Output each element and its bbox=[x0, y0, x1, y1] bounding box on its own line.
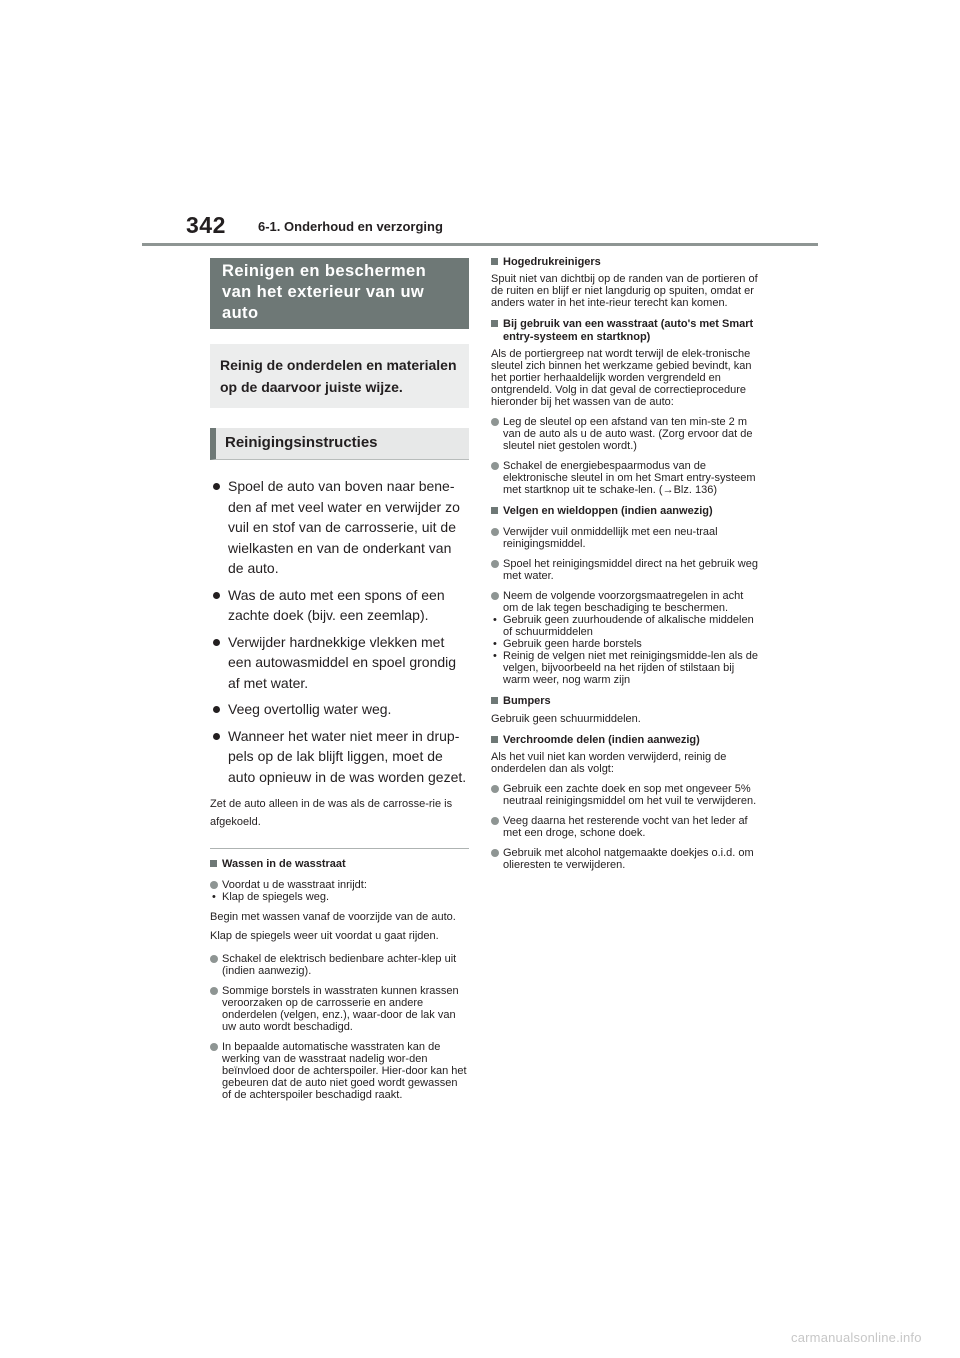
smart-entry-text: Als de portiergreep nat wordt terwijl de elek-tronische sleutel zich binnen het werkzame gebied bevindt, kan het portier herhaaldelijk worden vergrendeld en ontgrendeld. Volg in dat geval de correctieprocedure hieronder bij het wassen van de auto: bbox=[491, 348, 752, 408]
wash-paragraph: Begin met wassen vanaf de voorzijde van de auto. Klap de spiegels weer uit voordat u gaat rijden. bbox=[210, 911, 456, 942]
bumpers-text: Gebruik geen schuurmiddelen. bbox=[491, 713, 641, 725]
intro-text: Reinig de onderdelen en materialen op de daarvoor juiste wijze. bbox=[210, 344, 469, 408]
section-title: Reinigen en beschermen van het exterieur van uw auto bbox=[210, 258, 469, 329]
list-item: Schakel de elektrisch bedienbare achter-klep uit (indien aanwezig). bbox=[210, 953, 469, 977]
sub-item: • Gebruik geen zuurhoudende of alkalische middelen of schuurmiddelen bbox=[493, 614, 754, 638]
square-bullet-icon bbox=[210, 860, 217, 867]
header-rule bbox=[142, 243, 818, 246]
list-item: Spoel het reinigingsmiddel direct na het gebruik weg met water. bbox=[491, 558, 761, 582]
square-bullet-icon bbox=[491, 697, 498, 704]
bullet-icon bbox=[210, 987, 218, 995]
list-item: Spoel de auto van boven naar bene-den af met veel water en verwijder zo vuil en stof van de carrosserie, uit de wielkasten en van de onderkant van de auto. bbox=[210, 476, 469, 579]
sub-item: • Gebruik geen harde borstels bbox=[493, 638, 642, 650]
bullet-icon bbox=[213, 639, 220, 646]
bullet-icon bbox=[491, 462, 499, 470]
bumpers-heading: Bumpers bbox=[491, 695, 761, 708]
list-item: Gebruik met alcohol natgemaakte doekjes o.i.d. om olieresten te verwijderen. bbox=[491, 847, 761, 871]
bullet-icon bbox=[213, 733, 220, 740]
list-item: Voordat u de wasstraat inrijdt: bbox=[210, 879, 469, 891]
note-text: Zet de auto alleen in de was als de carrosse-rie is afgekoeld. bbox=[210, 798, 453, 828]
list-item: Gebruik een zachte doek en sop met ongeveer 5% neutraal reinigingsmiddel om het vuil te verwijderen. bbox=[491, 783, 761, 807]
list-item: Sommige borstels in wasstraten kunnen krassen veroorzaken op de carrosserie en andere onderdelen (velgen, enz.), waar-door de lak van uw auto wordt beschadigd. bbox=[210, 985, 469, 1033]
list-item: Verwijder hardnekkige vlekken met een autowasmiddel en spoel grondig af met water. bbox=[210, 632, 469, 694]
bullet-icon bbox=[210, 881, 218, 889]
bullet-icon bbox=[491, 785, 499, 793]
bullet-icon bbox=[210, 1043, 218, 1051]
divider bbox=[210, 848, 469, 849]
list-item: Was de auto met een spons of een zachte doek (bijv. een zeemlap). bbox=[210, 585, 469, 626]
smart-entry-heading: Bij gebruik van een wasstraat (auto's met Smart entry-systeem en startknop) bbox=[491, 318, 761, 344]
bullet-icon bbox=[491, 849, 499, 857]
square-bullet-icon bbox=[491, 507, 498, 514]
bullet-icon bbox=[491, 560, 499, 568]
bullet-icon bbox=[210, 955, 218, 963]
watermark: carmanualsonline.info bbox=[791, 1330, 922, 1345]
pressure-washer-text: Spuit niet van dichtbij op de randen van de portieren of de ruiten en blijf er niet langdurig op spuiten, omdat er anders water in het inte-rieur terecht kan komen. bbox=[491, 273, 758, 309]
list-item: Wanneer het water niet meer in drup-pels op de lak blijft liggen, moet de auto opnieuw in de was worden gezet. bbox=[210, 726, 469, 788]
right-column bbox=[491, 256, 761, 871]
pressure-washer-heading: Hogedrukreinigers bbox=[491, 256, 761, 269]
bullet-icon bbox=[491, 528, 499, 536]
square-bullet-icon bbox=[491, 258, 498, 265]
list-item: Neem de volgende voorzorgsmaatregelen in acht om de lak tegen beschadiging te beschermen. bbox=[491, 590, 761, 614]
left-column bbox=[210, 258, 469, 1101]
page-number: 342 bbox=[186, 212, 226, 238]
wheels-heading: Velgen en wieldoppen (indien aanwezig) bbox=[491, 505, 761, 518]
bullet-icon bbox=[213, 483, 220, 490]
chapter-title: 6-1. Onderhoud en verzorging bbox=[258, 219, 443, 234]
square-bullet-icon bbox=[491, 736, 498, 743]
wash-heading: Wassen in de wasstraat bbox=[210, 858, 469, 871]
chrome-text: Als het vuil niet kan worden verwijderd, reinig de onderdelen dan als volgt: bbox=[491, 751, 727, 775]
list-item: Leg de sleutel op een afstand van ten min-ste 2 m van de auto als u de auto wast. (Zorg ervoor dat de sleutel niet gestolen wordt.) bbox=[491, 416, 761, 452]
subsection-title: Reinigingsinstructies bbox=[210, 428, 469, 460]
list-item: Schakel de energiebespaarmodus van de elektronische sleutel in om het Smart entry-systeem met startknop uit te schake-len. (→Blz. 136) bbox=[491, 460, 761, 496]
bullet-icon bbox=[213, 706, 220, 713]
list-item: Veeg overtollig water weg. bbox=[210, 699, 469, 720]
bullet-icon bbox=[213, 592, 220, 599]
chrome-heading: Verchroomde delen (indien aanwezig) bbox=[491, 734, 761, 747]
sub-item: • Reinig de velgen niet met reinigingsmidde-len als de velgen, bijvoorbeeld na het rijden of stilstaan bij warm weer, nog warm zijn bbox=[493, 650, 758, 686]
list-item: In bepaalde automatische wasstraten kan de werking van de wasstraat nadelig wor-den beïnvloed door de achterspoiler. Hier-door kan het gebeuren dat de auto niet goed wordt gewassen of de achterspoiler beschadigd raakt. bbox=[210, 1041, 469, 1101]
sub-item: • Klap de spiegels weg. bbox=[212, 891, 330, 903]
bullet-icon bbox=[491, 817, 499, 825]
bullet-icon bbox=[491, 418, 499, 426]
cleaning-steps bbox=[210, 476, 469, 787]
bullet-icon bbox=[491, 592, 499, 600]
list-item: Verwijder vuil onmiddellijk met een neu-traal reinigingsmiddel. bbox=[491, 526, 761, 550]
square-bullet-icon bbox=[491, 320, 498, 327]
list-item: Veeg daarna het resterende vocht van het leder af met een droge, schone doek. bbox=[491, 815, 761, 839]
